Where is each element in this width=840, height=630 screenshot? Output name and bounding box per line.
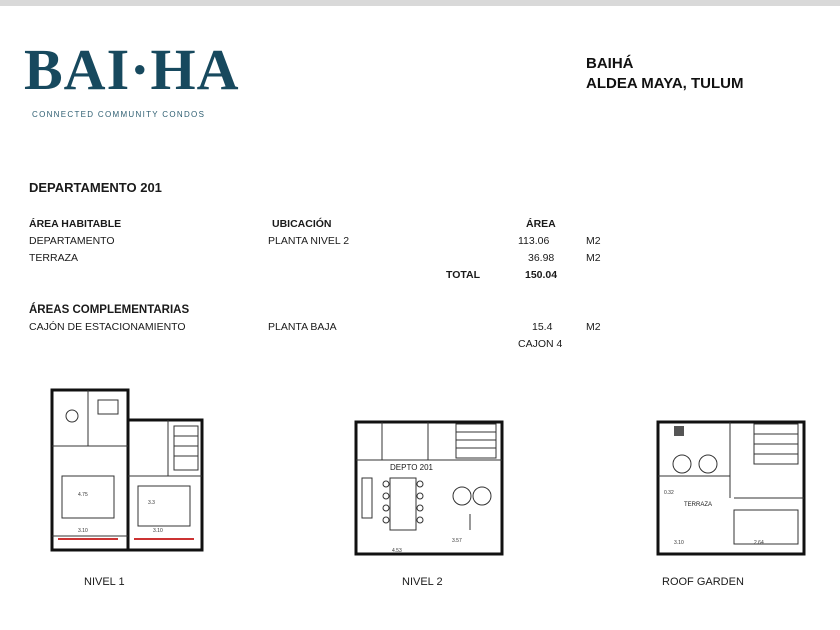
plan-label: NIVEL 1	[84, 576, 125, 588]
floorplan-nivel-2	[352, 418, 507, 558]
svg-text:3.10: 3.10	[78, 528, 88, 534]
row-location: PLANTA BAJA	[268, 321, 337, 333]
row-location: PLANTA NIVEL 2	[268, 235, 350, 247]
plan-label: NIVEL 2	[402, 576, 443, 588]
project-location: ALDEA MAYA, TULUM	[586, 75, 744, 92]
total-label: TOTAL	[446, 269, 481, 281]
row-area: 36.98	[528, 252, 555, 264]
row-unit: M2	[586, 252, 601, 264]
row-area: 15.4	[532, 321, 553, 333]
area-column-header: ÁREA	[526, 218, 556, 230]
row-area: 113.06	[518, 235, 550, 247]
svg-text:2.64: 2.64	[754, 540, 764, 546]
brand-logo	[24, 37, 240, 128]
row-name: DEPARTAMENTO	[29, 235, 115, 247]
location-column-header: UBICACIÓN	[272, 218, 332, 230]
svg-text:0.32: 0.32	[664, 490, 674, 496]
floorplan-nivel-1	[48, 386, 208, 556]
total-value: 150.04	[525, 269, 558, 281]
svg-text:3.3: 3.3	[148, 500, 155, 506]
project-header	[586, 54, 744, 94]
room-label: TERRAZA	[684, 502, 713, 508]
svg-text:4.53: 4.53	[392, 548, 402, 554]
row-unit: M2	[586, 235, 601, 247]
parking-spot-note: CAJON 4	[518, 338, 563, 350]
row-name: CAJÓN DE ESTACIONAMIENTO	[29, 321, 186, 333]
plan-label: ROOF GARDEN	[662, 576, 744, 588]
top-border	[0, 0, 840, 6]
unit-title: DEPARTAMENTO 201	[29, 180, 162, 195]
logo-wordmark: BAI·HA	[24, 37, 240, 102]
svg-text:4.75: 4.75	[78, 492, 88, 498]
svg-text:3.10: 3.10	[674, 540, 684, 546]
complementary-header: ÁREAS COMPLEMENTARIAS	[29, 304, 190, 316]
logo-tagline: CONNECTED COMMUNITY CONDOS	[32, 110, 206, 119]
room-label: DEPTO 201	[390, 463, 433, 472]
svg-text:3.10: 3.10	[153, 528, 163, 534]
row-unit: M2	[586, 321, 601, 333]
row-name: TERRAZA	[29, 252, 79, 264]
habitable-header: ÁREA HABITABLE	[29, 218, 122, 230]
svg-text:3.57: 3.57	[452, 538, 462, 544]
project-name: BAIHÁ	[586, 55, 634, 72]
floorplan-roof-garden	[654, 418, 809, 558]
